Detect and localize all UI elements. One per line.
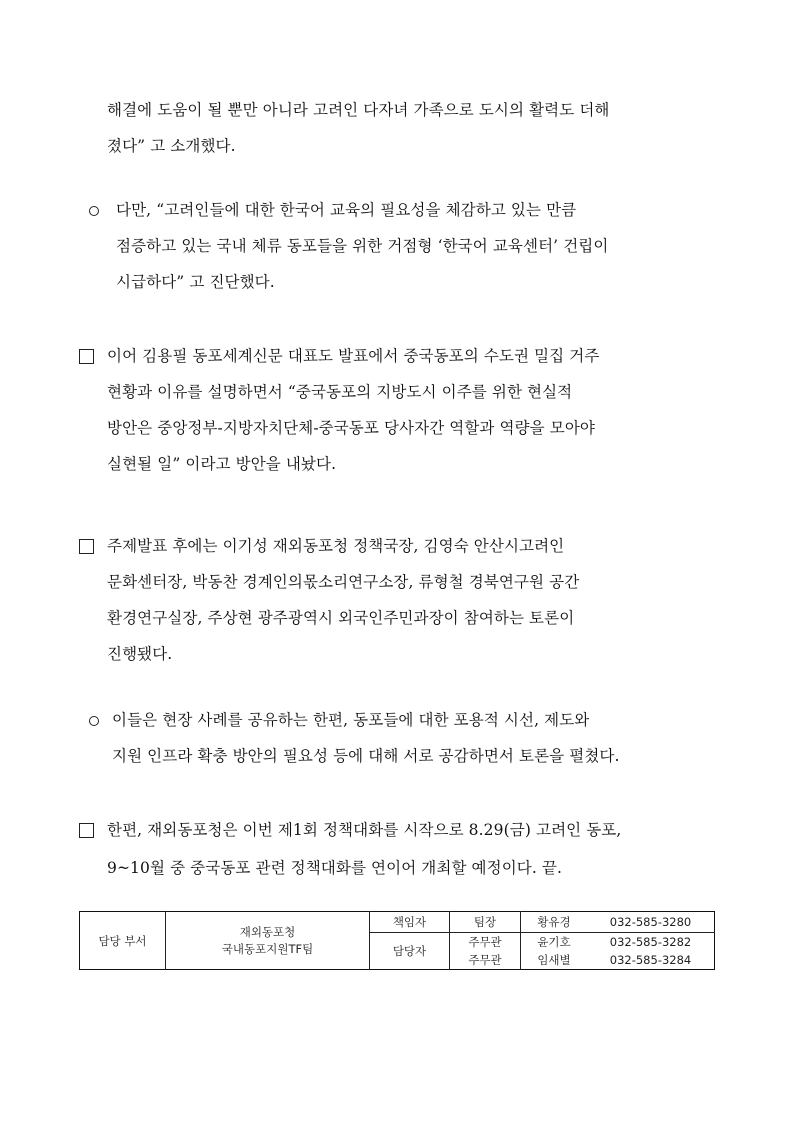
role-manager: 책임자 bbox=[370, 912, 450, 933]
position-cell: 주무관 bbox=[450, 933, 521, 952]
intro-line-1: 해결에 도움이 될 뿐만 아니라 고려인 다자녀 가족으로 도시의 활력도 더해 bbox=[107, 101, 610, 119]
contact-table bbox=[79, 911, 715, 970]
bullet-circle-icon bbox=[89, 716, 99, 726]
phone-cell: 032-585-3284 bbox=[609, 953, 692, 967]
bullet1-line-2: 점증하고 있는 국내 체류 동포들을 위한 거점형 ‘한국어 교육센터’ 건립이 bbox=[116, 237, 609, 255]
dept-label: 담당 부서 bbox=[80, 912, 166, 970]
para2-line-3: 환경연구실장, 주상현 광주광역시 외국인주민과장이 참여하는 토론이 bbox=[107, 609, 575, 627]
para2-line-4: 진행됐다. bbox=[107, 645, 173, 663]
team-line-2: 국내동포지원TF팀 bbox=[221, 941, 314, 956]
phone-cell: 032-585-3282 bbox=[609, 935, 692, 949]
para3-line-1: 한편, 재외동포청은 이번 제1회 정책대화를 시작으로 8.29(금) 고려인 동포, bbox=[107, 821, 622, 839]
square-bullet-icon bbox=[79, 539, 94, 554]
para2-line-2: 문화센터장, 박동찬 경계인의몫소리연구소장, 류형철 경북연구원 공간 bbox=[107, 573, 580, 591]
bullet2-line-2: 지원 인프라 확충 방안의 필요성 등에 대해 서로 공감하면서 토론을 펼쳤다. bbox=[112, 747, 620, 765]
bullet2-line-1: 이들은 현장 사례를 공유하는 한편, 동포들에 대한 포용적 시선, 제도와 bbox=[112, 711, 590, 729]
bullet1-line-1: 다만, “고려인들에 대한 한국어 교육의 필요성을 체감하고 있는 만큼 bbox=[116, 201, 577, 219]
para1-line-3: 방안은 중앙정부-지방자치단체-중국동포 당사자간 역할과 역량을 모아야 bbox=[107, 419, 596, 437]
position-cell: 주무관 bbox=[450, 951, 521, 970]
phone-cell: 032-585-3280 bbox=[587, 912, 715, 933]
para1-line-4: 실현될 일” 이라고 방안을 내놨다. bbox=[107, 455, 337, 473]
para1-line-1: 이어 김용필 동포세계신문 대표도 발표에서 중국동포의 수도권 밀집 거주 bbox=[107, 347, 600, 365]
bullet-circle-icon bbox=[89, 206, 99, 216]
intro-line-2: 졌다” 고 소개했다. bbox=[107, 137, 236, 155]
square-bullet-icon bbox=[79, 349, 94, 364]
para1-line-2: 현황과 이유를 설명하면서 “중국동포의 지방도시 이주를 위한 현실적 bbox=[107, 383, 573, 401]
bullet1-line-3: 시급하다” 고 진단했다. bbox=[116, 273, 275, 291]
square-bullet-icon bbox=[79, 823, 94, 838]
position-cell: 팀장 bbox=[450, 912, 521, 933]
role-staff: 담당자 bbox=[370, 933, 450, 970]
team-name bbox=[166, 912, 370, 970]
para3-line-2: 9~10월 중 중국동포 관련 정책대화를 연이어 개최할 예정이다. 끝. bbox=[107, 859, 562, 877]
name-cell: 황유경 bbox=[521, 912, 588, 933]
team-line-1: 재외동포청 bbox=[239, 924, 296, 939]
name-cell: 윤기호 bbox=[537, 935, 571, 949]
para2-line-1: 주제발표 후에는 이기성 재외동포청 정책국장, 김영숙 안산시고려인 bbox=[107, 537, 565, 555]
name-cell: 임새별 bbox=[537, 953, 571, 967]
